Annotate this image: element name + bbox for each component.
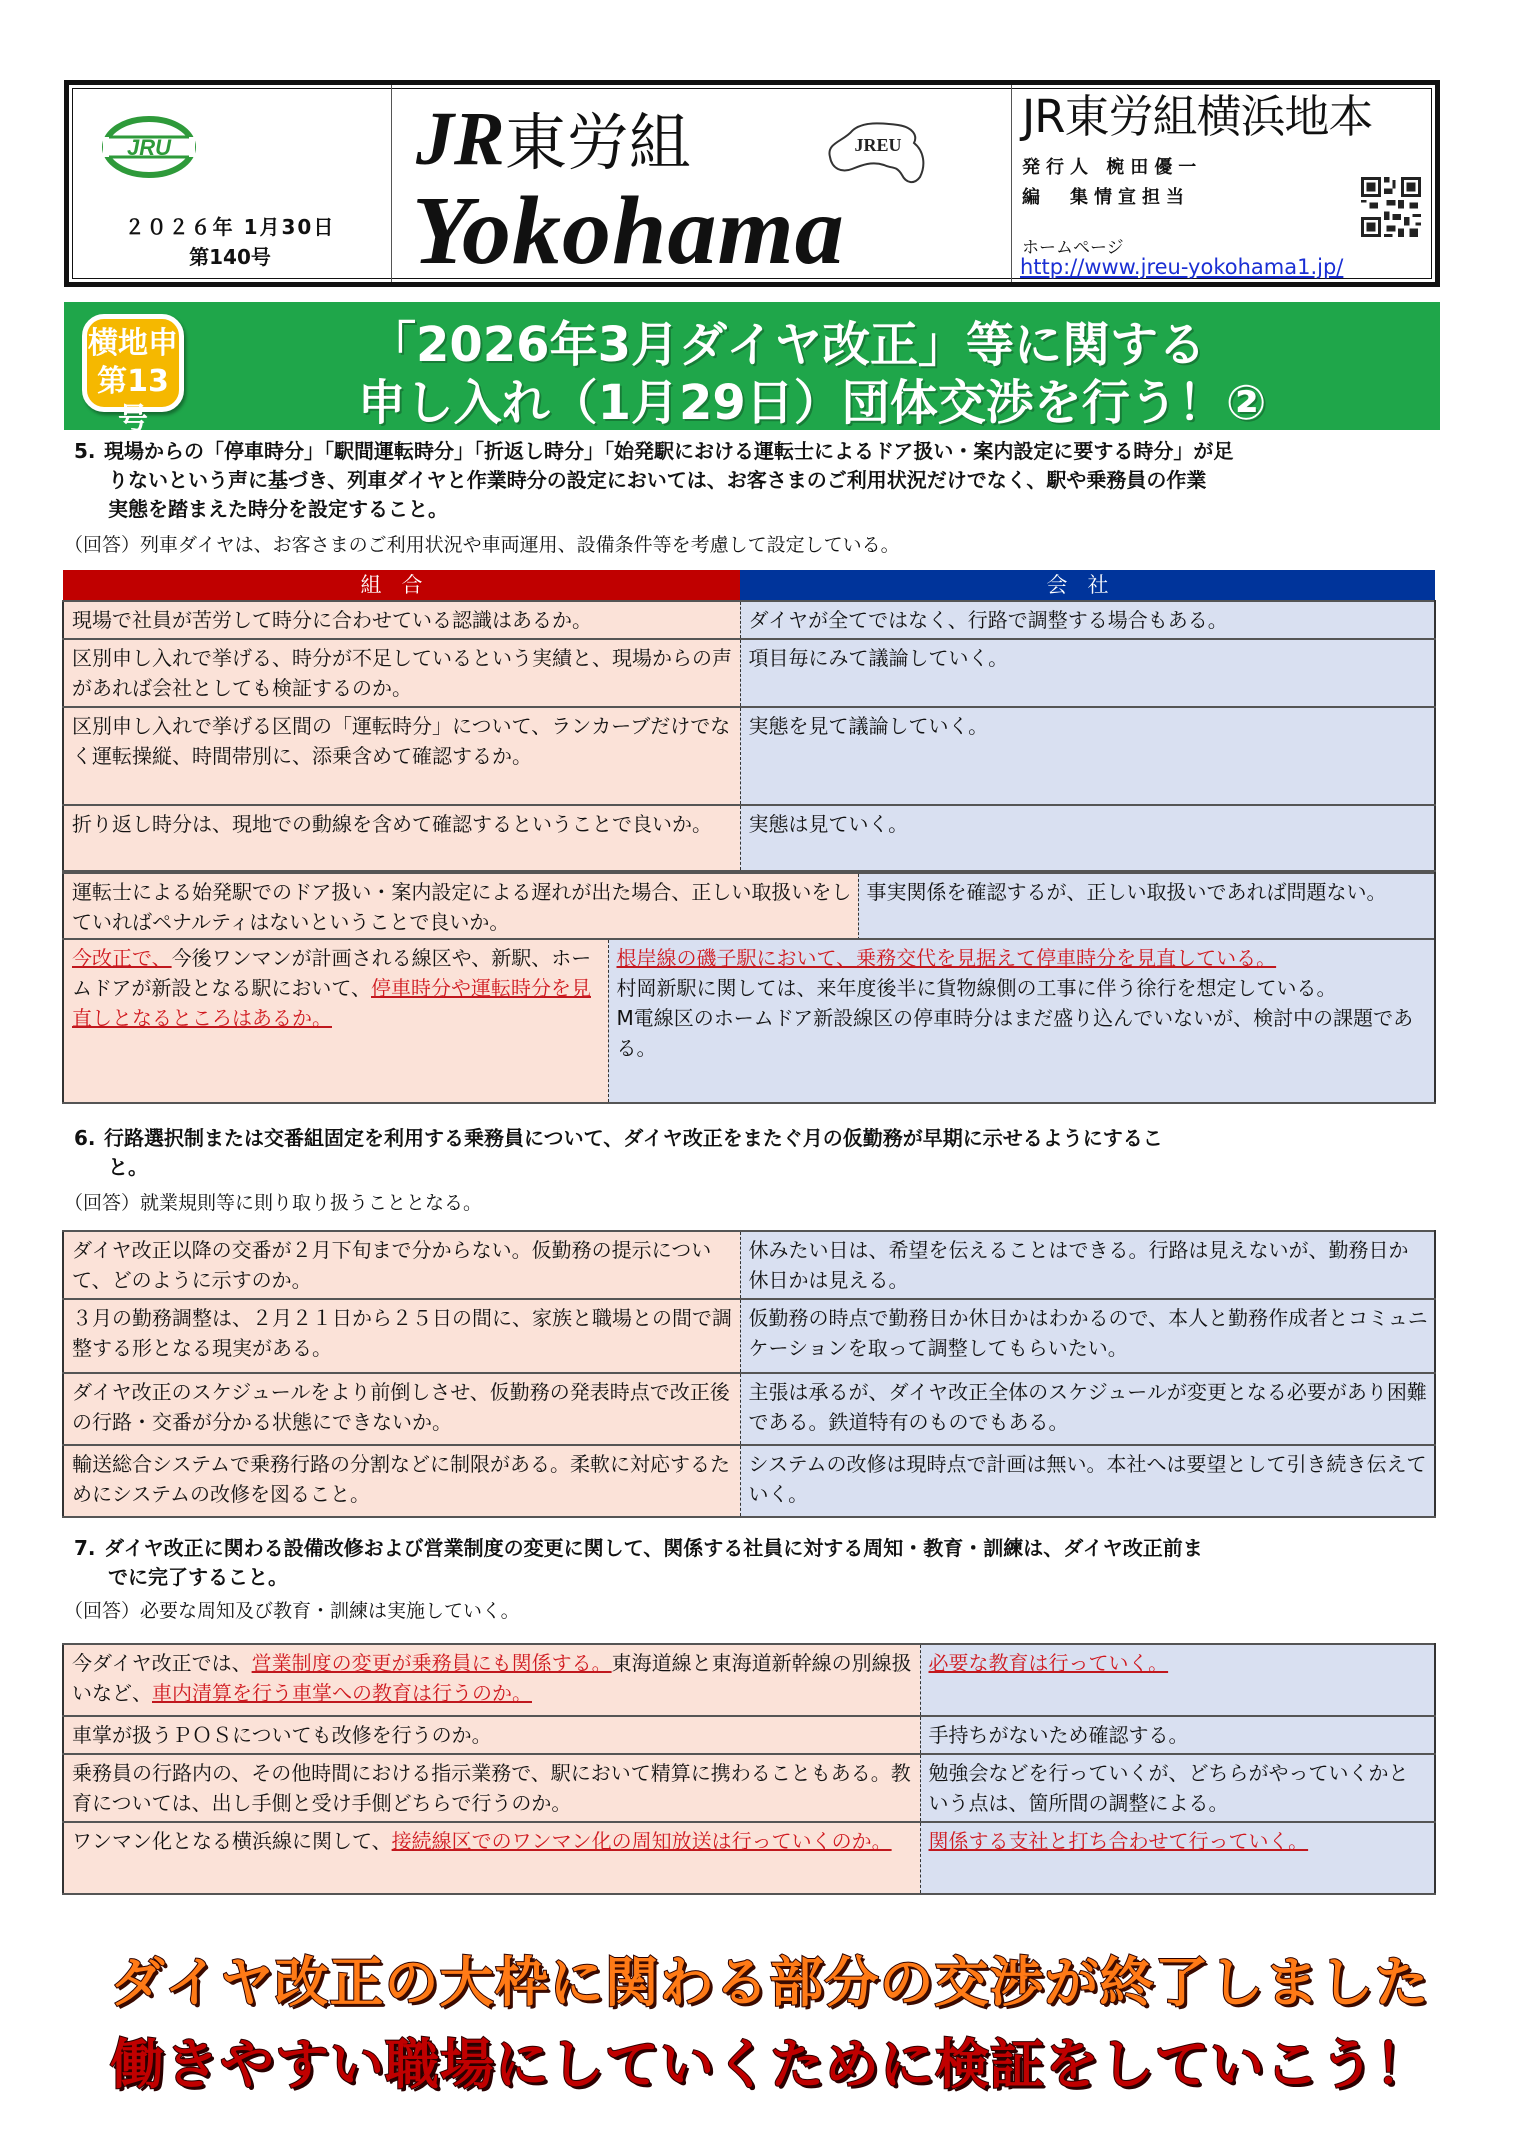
- table-row: [63, 1644, 1435, 1716]
- company-cell: 項目毎にみて議論していく。: [740, 639, 1435, 707]
- union-cell: ３月の勤務調整は、２月２１日から２５日の間に、家族と職場との間で調整する形となる現実がある。: [63, 1299, 740, 1373]
- homepage-link[interactable]: http://www.jreu-yokohama1.jp/: [1020, 255, 1344, 279]
- company-cell: 実態は見ていく。: [740, 805, 1435, 871]
- answer-7: （回答）必要な周知及び教育・訓練は実施していく。: [64, 1600, 520, 1622]
- table-row: [63, 1299, 1435, 1373]
- company-cell: 休みたい日は、希望を伝えることはできる。行路は見えないが、勤務日か休日かは見える。: [740, 1231, 1435, 1299]
- company-cell: ダイヤが全てではなく、行路で調整する場合もある。: [740, 601, 1435, 639]
- demand-number: 6.: [74, 1126, 96, 1150]
- headline-line2: 申し入れ（1月29日）団体交渉を行う！②: [357, 375, 1267, 431]
- union-cell: ダイヤ改正のスケジュールをより前倒しさせ、仮勤務の発表時点で改正後の行路・交番が分かる状態にできないか。: [63, 1373, 740, 1445]
- table-row: [63, 1754, 1435, 1822]
- demand-text: でに完了すること。: [108, 1565, 288, 1589]
- masthead-left: [69, 85, 392, 282]
- union-text: ワンマン化となる横浜線に関して、: [72, 1829, 392, 1853]
- masthead: [64, 80, 1440, 287]
- company-text: M電線区のホームドア新設線区の停車時分はまだ盛り込んでいないが、検討中の課題である。: [616, 1006, 1414, 1060]
- demand-text: と。: [108, 1155, 148, 1179]
- company-cell: 事実関係を確認するが、正しい取扱いであれば問題ない。: [858, 873, 1435, 941]
- demand-text: ダイヤ改正に関わる設備改修および営業制度の変更に関して、関係する社員に対する周知・教育・訓練は、ダイヤ改正前ま: [104, 1536, 1203, 1560]
- company-cell: [920, 1644, 1435, 1716]
- union-highlight: 停車時分や運転時分を見直しとなるところはあるか。: [72, 976, 591, 1030]
- company-cell: [608, 939, 1435, 1103]
- union-text: 東海道線と東海道新幹線の別線扱いなど、: [72, 1651, 912, 1705]
- table-row: [63, 805, 1435, 871]
- demand-7: [74, 1534, 1444, 1592]
- slogan-line2: 働きやすい職場にしていくために検証をしていこう！: [110, 2033, 1430, 2096]
- badge-line1: 横地申: [88, 326, 178, 361]
- table-row: [63, 873, 1435, 941]
- union-cell: 折り返し時分は、現地での動線を含めて確認するということで良いか。: [63, 805, 740, 871]
- homepage-label: ホームページ: [1022, 238, 1124, 258]
- union-highlight: 車内清算を行う車掌への教育は行うのか。: [152, 1681, 532, 1705]
- demand-6: [74, 1124, 1444, 1182]
- table-row: [63, 707, 1435, 805]
- union-cell: 運転士による始発駅でのドア扱い・案内設定による遅れが出た場合、正しい取扱いをしていればペナルティはないということで良いか。: [63, 873, 858, 941]
- union-cell: 区別申し入れで挙げる、時分が不足しているという実績と、現場からの声があれば会社としても検証するのか。: [63, 639, 740, 707]
- table-row: [63, 1445, 1435, 1517]
- answer-5: （回答）列車ダイヤは、お客さまのご利用状況や車両運用、設備条件等を考慮して設定している。: [64, 534, 900, 556]
- company-highlight: 必要な教育は行っていく。: [928, 1651, 1169, 1675]
- union-text: 今後ワンマンが計画される線区や、新駅、ホームドアが新設となる駅において、: [72, 946, 592, 1000]
- demand-text: 行路選択制または交番組固定を利用する乗務員について、ダイヤ改正をまたぐ月の仮勤務が早期に示せるようにするこ: [104, 1126, 1163, 1150]
- masthead-title: [392, 85, 1012, 285]
- union-cell: 区別申し入れで挙げる区間の「運転時分」について、ランカーブだけでなく運転操縦、時間帯別に、添乗含めて確認するか。: [63, 707, 740, 805]
- union-cell: 現場で社員が苦労して時分に合わせている認識はあるか。: [63, 601, 740, 639]
- publisher: 発行人 椀田優一: [1022, 157, 1203, 178]
- title-line1: [416, 99, 691, 183]
- company-cell: 手持ちがないため確認する。: [920, 1716, 1435, 1754]
- demand-text: りないという声に基づき、列車ダイヤと作業時分の設定においては、お客さまのご利用状況だけでなく、駅や乗務員の作業: [108, 468, 1207, 492]
- company-highlight: 根岸線の磯子駅において、乗務交代を見据えて停車時分を見直している。: [616, 946, 1277, 970]
- answer-6: （回答）就業規則等に則り取り扱うこととなる。: [64, 1192, 483, 1214]
- table-row: [63, 639, 1435, 707]
- headline-line1: 「2026年3月ダイヤ改正」等に関する: [367, 317, 1207, 373]
- qa-table-7: [62, 1643, 1436, 1895]
- header-company: 会社: [740, 570, 1435, 601]
- title-jr: JR: [416, 97, 505, 181]
- title-kanji: 東労組: [504, 106, 691, 179]
- company-cell: [920, 1822, 1435, 1894]
- editor: 編 集情宣担当: [1022, 187, 1190, 208]
- union-cell: 車掌が扱うＰＯＳについても改修を行うのか。: [63, 1716, 920, 1754]
- jru-logo-icon: [99, 113, 199, 181]
- company-text: 村岡新駅に関しては、来年度後半に貨物線側の工事に伴う徐行を想定している。: [616, 976, 1337, 1000]
- demand-text: 実態を踏まえた時分を設定すること。: [108, 497, 448, 521]
- union-highlight: 営業制度の変更が乗務員にも関係する。: [251, 1651, 612, 1675]
- demand-number: 7.: [74, 1536, 96, 1560]
- union-highlight: 接続線区でのワンマン化の周知放送は行っていくのか。: [391, 1829, 892, 1853]
- table-row: [63, 1716, 1435, 1754]
- qa-table-5c: [62, 938, 1436, 1104]
- svg-text:JRU: JRU: [126, 135, 172, 160]
- title-yokohama: Yokohama: [412, 177, 845, 285]
- slogan-line1: ダイヤ改正の大枠に関わる部分の交渉が終了しました: [110, 1951, 1430, 2014]
- union-cell: 輸送総合システムで乗務行路の分割などに制限がある。柔軟に対応するためにシステムの改修を図ること。: [63, 1445, 740, 1517]
- union-cell: [63, 1822, 920, 1894]
- qa-table-5b: [62, 872, 1436, 942]
- table-row: [63, 939, 1435, 1103]
- company-cell: 主張は承るが、ダイヤ改正全体のスケジュールが変更となる必要があり困難である。鉄道特有のものでもある。: [740, 1373, 1435, 1445]
- company-cell: 勉強会などを行っていくが、どちらがやっていくかという点は、箇所間の調整による。: [920, 1754, 1435, 1822]
- demand-number: 5.: [74, 439, 96, 463]
- table-row: [63, 1822, 1435, 1894]
- headline-banner: [64, 302, 1440, 437]
- union-text: 今ダイヤ改正では、: [72, 1651, 252, 1675]
- issue-number: 第140号: [189, 245, 271, 269]
- company-cell: 仮勤務の時点で勤務日か休日かはわかるので、本人と勤務作成者とコミュニケーションを取って調整してもらいたい。: [740, 1299, 1435, 1373]
- badge-line2: 第13号: [97, 364, 169, 437]
- issue-date: ２０２６年 1月30日: [124, 215, 336, 239]
- union-cell: 乗務員の行路内の、その他時間における指示業務で、駅において精算に携わることもある。教育については、出し手側と受け手側どちらで行うのか。: [63, 1754, 920, 1822]
- union-cell: [63, 1644, 920, 1716]
- company-cell: システムの改修は現時点で計画は無い。本社へは要望として引き続き伝えていく。: [740, 1445, 1435, 1517]
- qr-code-icon[interactable]: [1361, 177, 1421, 237]
- masthead-publisher: [1012, 85, 1435, 282]
- qa-table-5: [62, 570, 1436, 872]
- qa-table-6: [62, 1230, 1436, 1518]
- company-highlight: 関係する支社と打ち合わせて行っていく。: [928, 1829, 1309, 1853]
- company-cell: 実態を見て議論していく。: [740, 707, 1435, 805]
- svg-text:JREU: JREU: [854, 135, 902, 155]
- demand-text: 現場からの「停車時分」「駅間運転時分」「折返し時分」「始発駅における運転士によるドア扱い・案内設定に要する時分」が足: [104, 439, 1234, 463]
- union-highlight: 今改正で、: [72, 946, 172, 970]
- union-cell: [63, 939, 608, 1103]
- org-name: JR東労組横浜地本: [1022, 90, 1373, 143]
- demand-5: [74, 437, 1444, 524]
- header-union: 組合: [63, 570, 740, 601]
- union-cell: ダイヤ改正以降の交番が２月下旬まで分からない。仮勤務の提示について、どのように示すのか。: [63, 1231, 740, 1299]
- table-row: [63, 1231, 1435, 1299]
- table-row: [63, 601, 1435, 639]
- table-row: [63, 1373, 1435, 1445]
